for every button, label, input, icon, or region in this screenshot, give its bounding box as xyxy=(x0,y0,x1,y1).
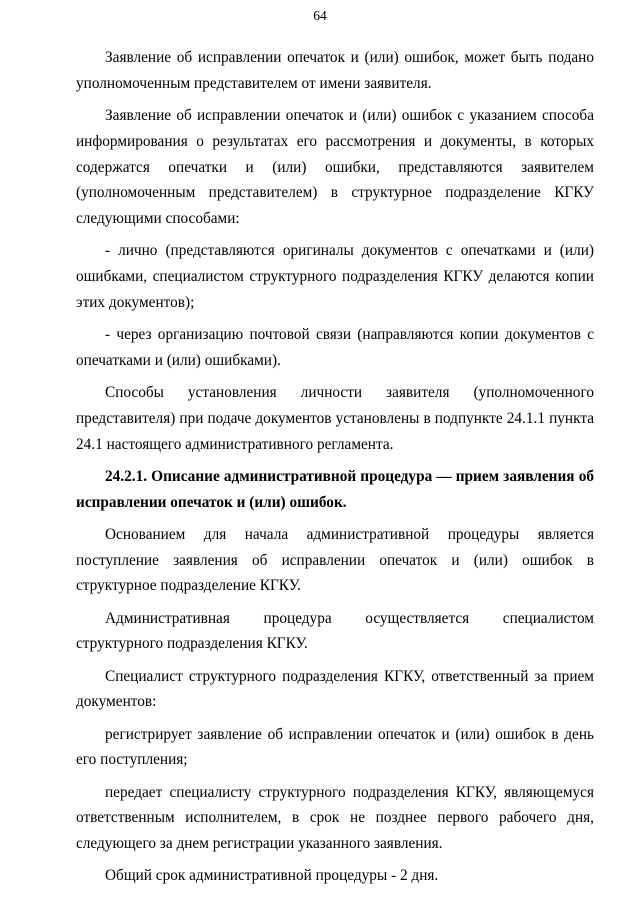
paragraph-representative-submission: Заявление об исправлении опечаток и (или) ошибок, может быть подано уполномоченным представителем от имени заявителя. xyxy=(76,49,594,92)
paragraph-by-post: - через организацию почтовой связи (направляются копии документов с опечатками и (или) ошибками). xyxy=(76,326,594,369)
document-body xyxy=(76,45,594,896)
paragraph-total-duration: Общий срок административной процедуры - 2 дня. xyxy=(105,867,439,885)
paragraph-transfers: передает специалисту структурного подразделения КГКУ, являющемуся ответственным исполнителем, в срок не позднее первого рабочего дня, следующего за днем регистрации указанного заявления. xyxy=(76,783,594,853)
page-number: 64 xyxy=(313,8,327,23)
paragraph-grounds: Основанием для начала административной процедуры является поступление заявления об исправлении опечаток и (или) ошибок в структурное подразделение КГКУ. xyxy=(76,525,594,595)
paragraph-performed-by: Административная процедура осуществляется специалистом структурного подразделения КГКУ. xyxy=(76,609,594,653)
paragraph-in-person: - лично (представляются оригиналы документов с опечатками и (или) ошибками, специалистом структурного подразделения КГКУ делаются копии этих документов); xyxy=(76,242,594,311)
paragraph-identity-methods: Способы установления личности заявителя (уполномоченного представителя) при подаче документов установлены в подпункте 24.1.1 пункта 24.1 настоящего административного регламента. xyxy=(76,384,594,453)
paragraph-submission-methods: Заявление об исправлении опечаток и (или) ошибок с указанием способа информирования о результатах его рассмотрения и документы, в которых содержатся опечатки и (или) ошибки, представляются заявителем (уполномоченным представителем) в структурное подразделение КГКУ следующими способами: xyxy=(76,106,594,228)
paragraph-registers: регистрирует заявление об исправлении опечаток и (или) ошибок в день его поступления; xyxy=(76,725,594,769)
section-heading-24-2-1: 24.2.1. Описание административной процедура — прием заявления об исправлении опечаток и (или) ошибок. xyxy=(76,467,594,511)
paragraph-specialist-duties: Специалист структурного подразделения КГКУ, ответственный за прием документов: xyxy=(76,667,594,711)
